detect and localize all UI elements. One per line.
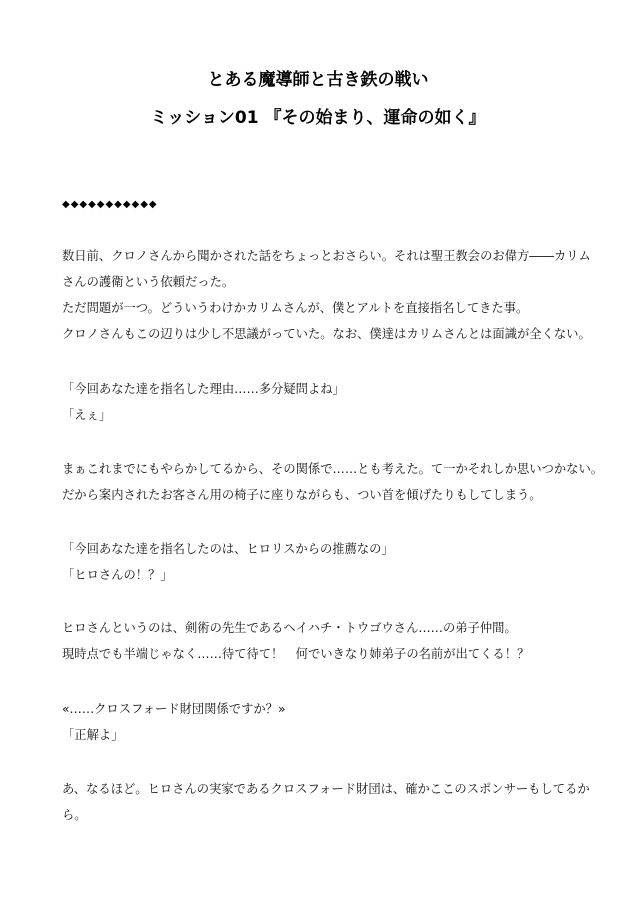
text-line: あ、なるほど。ヒロさんの実家であるクロスフォード財団は、確かここのスポンサーもしてるか [62,782,590,796]
chapter-title: ミッション01 『その始まり、運命の如く』 [150,108,486,128]
text-line: ヒロさんというのは、剣術の先生であるヘイハチ・トウゴウさん……の弟子仲間。 [62,621,517,635]
dialogue-line: 「ヒロさんの！？」 [62,568,173,582]
story-title: とある魔導師と古き鉄の戦い [207,70,429,90]
text-line: ら。 [62,808,87,822]
text-line: 数日前、クロノさんから聞かされた話をちょっとおさらい。それは聖王教会のお偉方――カリム [62,249,591,263]
text-line: クロノさんもこの辺りは少し不思議がっていた。なお、僕達はカリムさんとは面識が全くない。 [62,327,591,341]
text-line: ただ問題が一つ。どういうわけかカリムさんが、僕とアルトを直接指名してきた事。 [62,301,529,315]
text-line: さんの護衛という依頼だった。 [62,275,235,289]
dialogue-line: «……クロスフォード財団関係ですか？» [62,702,286,716]
text-line: だから案内されたお客さん用の椅子に座りながらも、つい首を傾げたりもしてしまう。 [62,488,542,502]
text-line: 現時点でも半端じゃなく……待て待て！ 何でいきなり姉弟子の名前が出てくる！？ [62,647,530,661]
text-line: まぁこれまでにもやらかしてるから、その関係で……とも考えた。て一かそれしか思いつかない。 [62,462,604,476]
dialogue-line: 「正解よ」 [62,728,124,742]
dialogue-line: 「えぇ」 [62,408,112,422]
dialogue-line: 「今回あなた達を指名した理由……多分疑問よね」 [62,382,345,396]
section-divider: ◆◆◆◆◆◆◆◆◆◆◆ [62,199,158,210]
dialogue-line: 「今回あなた達を指名したのは、ヒロリスからの推薦なの」 [62,542,394,556]
